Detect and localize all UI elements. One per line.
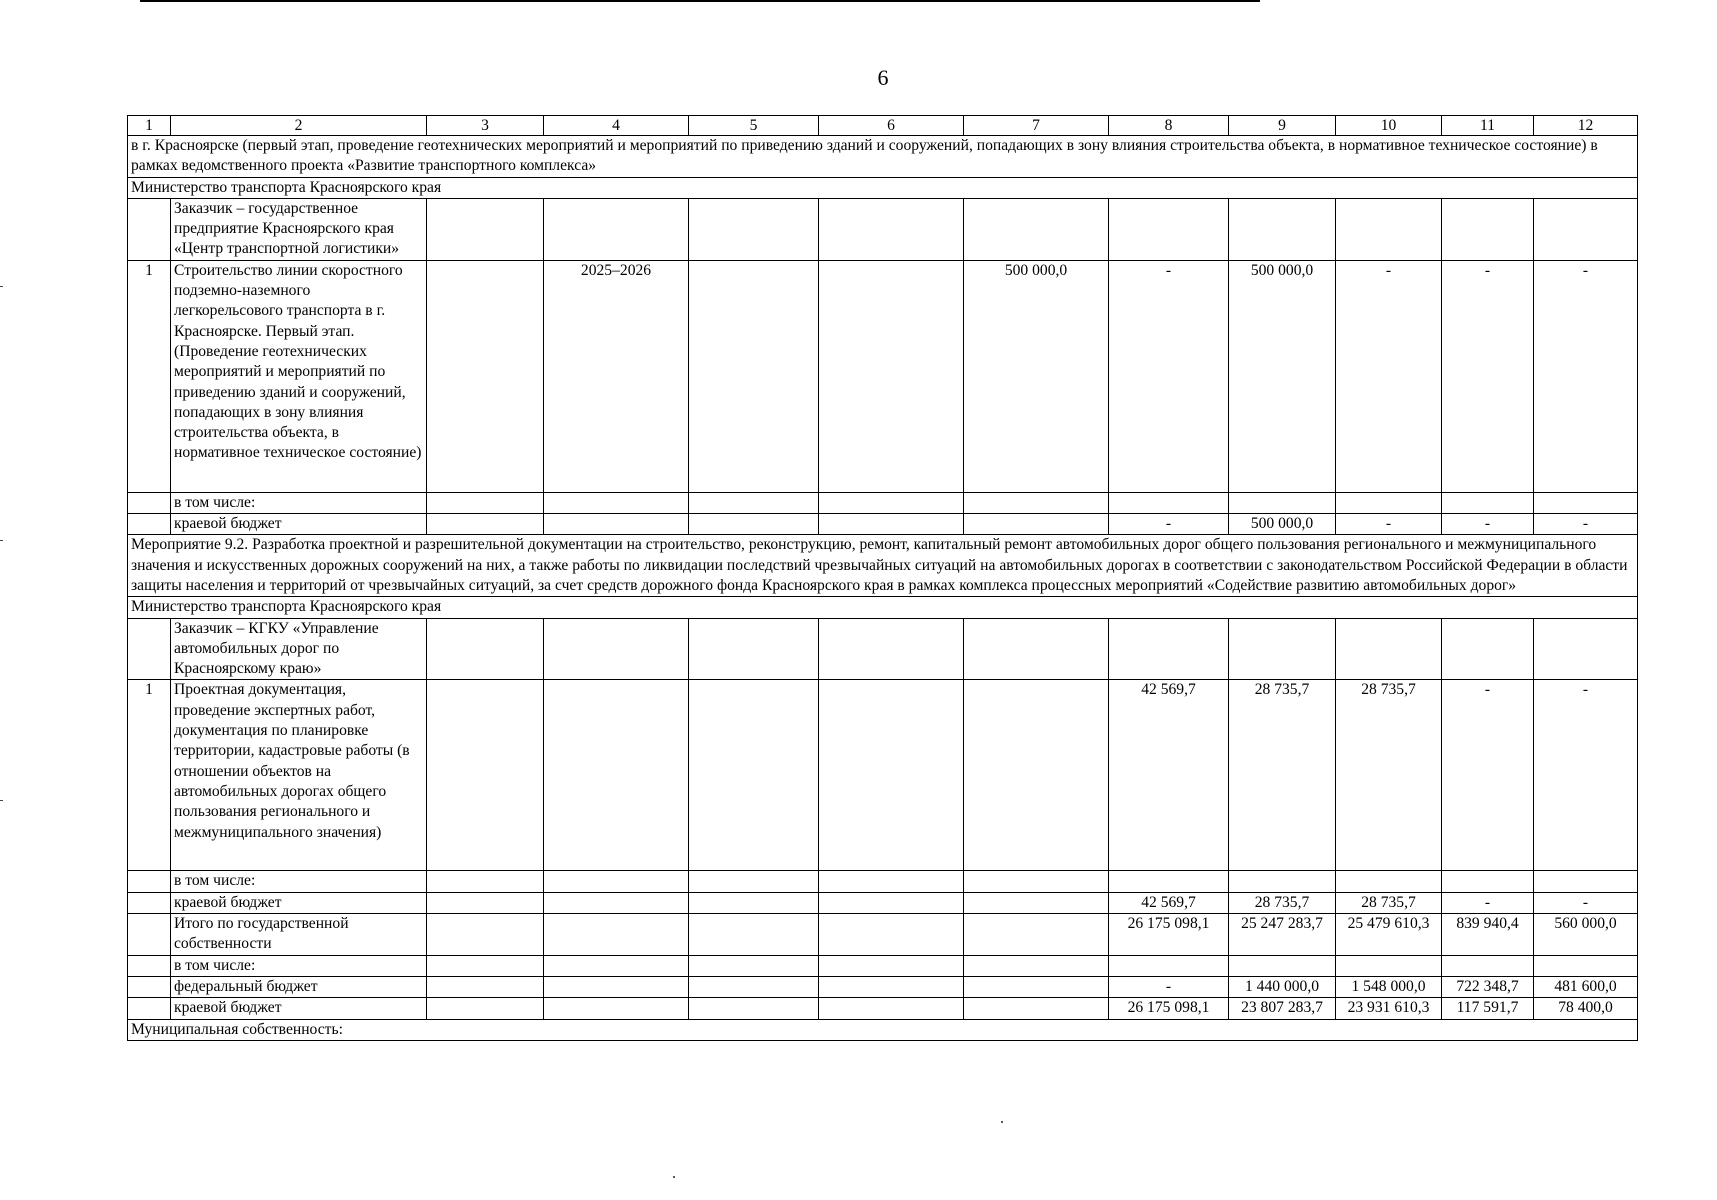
table-row bbox=[128, 535, 1638, 597]
item-name: Строительство линии скоростного подземно-наземного легкорельсового транспорта в г. Красноярске. Первый этап. (Проведение геотехнических мероприятий и мероприятий по приведению зданий и сооружений, попадающих в зону влияния строительства объекта, в нормативное техническое состояние) bbox=[171, 260, 427, 492]
table-row bbox=[128, 976, 1638, 997]
total-label: Итого по государственной собственности bbox=[171, 914, 427, 956]
column-number: 7 bbox=[964, 116, 1109, 136]
section-title: Мероприятие 9.2. Разработка проектной и разрешительной документации на строительство, реконструкцию, ремонт, капитальный ремонт автомобильных дорог общего пользования регионального и межмуниципального значения и искусственных дорожных сооружений на них, а также работы по ликвидации последствий чрезвычайных ситуаций на автомобильных дорогах в соответствии с законодательством Российской Федерации в области защиты населения и территорий от чрезвычайных ситуаций, за счет средств дорожного фонда Красноярского края в рамках комплекса процессных мероприятий «Содействие развитию автомобильных дорог» bbox=[128, 535, 1638, 597]
value-cell: - bbox=[1534, 514, 1638, 535]
page-number: 6 bbox=[877, 65, 889, 90]
value-cell: 500 000,0 bbox=[1229, 514, 1336, 535]
scan-edge-mark bbox=[0, 540, 3, 541]
table-row bbox=[128, 514, 1638, 535]
table-row bbox=[128, 618, 1638, 680]
value-cell: 28 735,7 bbox=[1336, 892, 1442, 913]
value-cell: 23 807 283,7 bbox=[1229, 998, 1336, 1019]
column-number: 9 bbox=[1229, 116, 1336, 136]
item-name: Проектная документация, проведение экспертных работ, документация по планировке территории, кадастровые работы (в отношении объектов на автомобильных дорогах общего пользования регионального и межмуниципального значения) bbox=[171, 680, 427, 871]
value-cell: 500 000,0 bbox=[1229, 260, 1336, 492]
budget-label: краевой бюджет bbox=[171, 892, 427, 913]
value-cell: 839 940,4 bbox=[1442, 914, 1534, 956]
ministry-row: Министерство транспорта Красноярского края bbox=[128, 177, 1638, 198]
value-cell: 481 600,0 bbox=[1534, 976, 1638, 997]
value-cell: - bbox=[1442, 892, 1534, 913]
value-cell: 500 000,0 bbox=[964, 260, 1109, 492]
value-cell: - bbox=[1109, 514, 1229, 535]
value-cell: 23 931 610,3 bbox=[1336, 998, 1442, 1019]
value-cell: 26 175 098,1 bbox=[1109, 998, 1229, 1019]
customer-cell: Заказчик – КГКУ «Управление автомобильных дорог по Красноярскому краю» bbox=[171, 618, 427, 680]
value-cell: 26 175 098,1 bbox=[1109, 914, 1229, 956]
table-row bbox=[128, 198, 1638, 260]
table-row bbox=[128, 136, 1638, 178]
table-row bbox=[128, 892, 1638, 913]
ministry-row: Министерство транспорта Красноярского края bbox=[128, 597, 1638, 618]
scan-speck bbox=[1001, 1121, 1003, 1123]
municipal-heading: Муниципальная собственность: bbox=[128, 1019, 1638, 1040]
column-number: 3 bbox=[427, 116, 544, 136]
budget-label: федеральный бюджет bbox=[171, 976, 427, 997]
value-cell: 117 591,7 bbox=[1442, 998, 1534, 1019]
value-cell: - bbox=[1336, 514, 1442, 535]
table-row bbox=[128, 914, 1638, 956]
budget-label: краевой бюджет bbox=[171, 514, 427, 535]
column-number: 6 bbox=[819, 116, 964, 136]
implementation-period: 2025–2026 bbox=[544, 260, 689, 492]
customer-cell: Заказчик – государственное предприятие Красноярского края «Центр транспортной логистики» bbox=[171, 198, 427, 260]
row-number: 1 bbox=[128, 680, 171, 871]
scan-edge-mark bbox=[0, 800, 3, 801]
table-row bbox=[128, 955, 1638, 976]
value-cell: - bbox=[1336, 260, 1442, 492]
column-number: 2 bbox=[171, 116, 427, 136]
column-number: 8 bbox=[1109, 116, 1229, 136]
row-number: 1 bbox=[128, 260, 171, 492]
including-label: в том числе: bbox=[171, 955, 427, 976]
value-cell: 25 247 283,7 bbox=[1229, 914, 1336, 956]
column-number: 12 bbox=[1534, 116, 1638, 136]
value-cell: 28 735,7 bbox=[1229, 892, 1336, 913]
value-cell: 28 735,7 bbox=[1229, 680, 1336, 871]
value-cell: 78 400,0 bbox=[1534, 998, 1638, 1019]
top-border-line bbox=[140, 0, 1260, 2]
column-number: 11 bbox=[1442, 116, 1534, 136]
table-row bbox=[128, 871, 1638, 892]
value-cell: 25 479 610,3 bbox=[1336, 914, 1442, 956]
table-row bbox=[128, 492, 1638, 513]
column-number: 4 bbox=[544, 116, 689, 136]
value-cell: - bbox=[1534, 892, 1638, 913]
column-number: 5 bbox=[689, 116, 819, 136]
column-number: 1 bbox=[128, 116, 171, 136]
value-cell: 560 000,0 bbox=[1534, 914, 1638, 956]
budget-label: краевой бюджет bbox=[171, 998, 427, 1019]
column-number-row bbox=[128, 116, 1638, 136]
value-cell: 1 440 000,0 bbox=[1229, 976, 1336, 997]
table-row bbox=[128, 177, 1638, 198]
value-cell: 1 548 000,0 bbox=[1336, 976, 1442, 997]
value-cell: 42 569,7 bbox=[1109, 892, 1229, 913]
value-cell: - bbox=[1109, 260, 1229, 492]
section-title: в г. Красноярске (первый этап, проведение геотехнических мероприятий и мероприятий по приведению зданий и сооружений, попадающих в зону влияния строительства объекта, в нормативное техническое состояние) в рамках ведомственного проекта «Развитие транспортного комплекса» bbox=[128, 136, 1638, 178]
budget-table bbox=[127, 115, 1638, 1041]
column-number: 10 bbox=[1336, 116, 1442, 136]
value-cell: 722 348,7 bbox=[1442, 976, 1534, 997]
value-cell: - bbox=[1534, 260, 1638, 492]
including-label: в том числе: bbox=[171, 492, 427, 513]
value-cell: 42 569,7 bbox=[1109, 680, 1229, 871]
scan-speck bbox=[673, 1176, 675, 1178]
including-label: в том числе: bbox=[171, 871, 427, 892]
table-row bbox=[128, 260, 1638, 492]
scan-edge-mark bbox=[0, 286, 3, 287]
value-cell: - bbox=[1534, 680, 1638, 871]
value-cell: 28 735,7 bbox=[1336, 680, 1442, 871]
table-row bbox=[128, 597, 1638, 618]
value-cell: - bbox=[1109, 976, 1229, 997]
table-row bbox=[128, 1019, 1638, 1040]
value-cell: - bbox=[1442, 260, 1534, 492]
value-cell: - bbox=[1442, 514, 1534, 535]
table-row bbox=[128, 680, 1638, 871]
value-cell: - bbox=[1442, 680, 1534, 871]
table-row bbox=[128, 998, 1638, 1019]
